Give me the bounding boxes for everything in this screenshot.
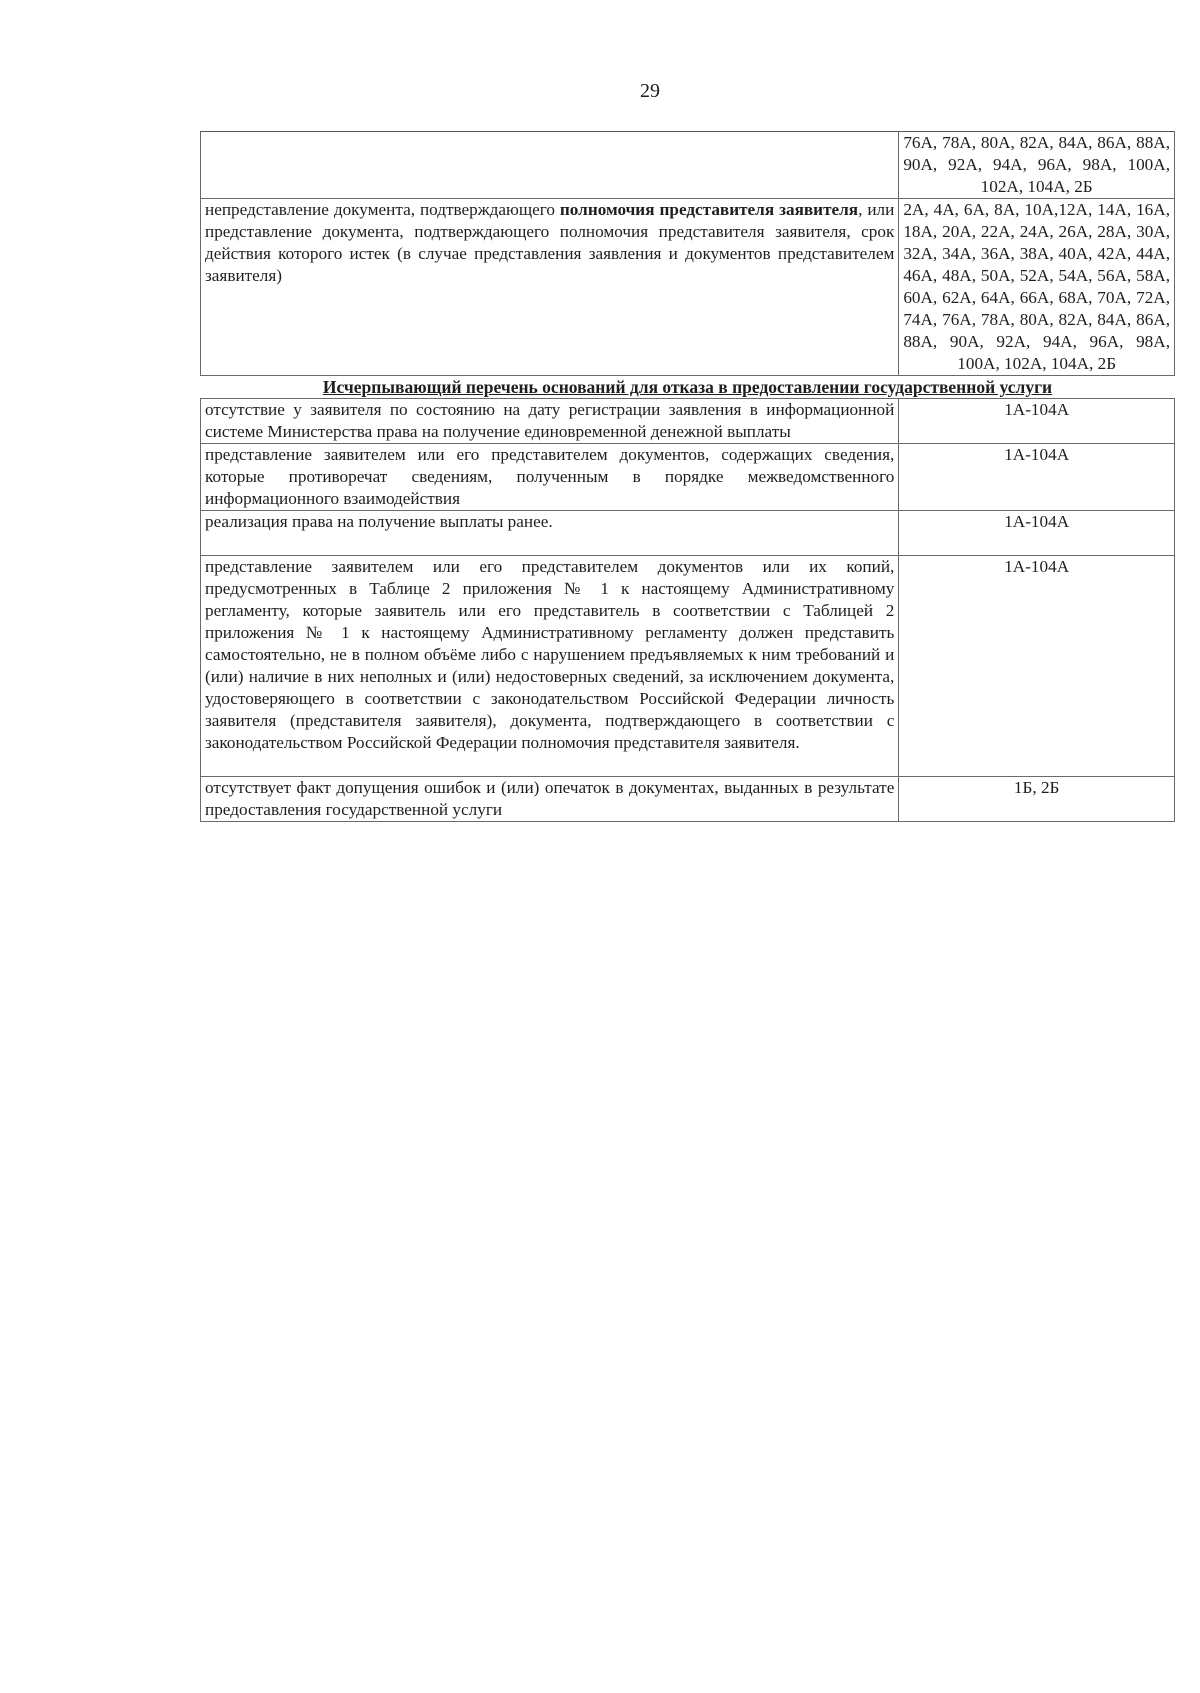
ground-description <box>201 199 899 376</box>
applicable-codes: 76А, 78А, 80А, 82А, 84А, 86А, 88А, 90А, 92А, 94А, 96А, 98А, 100А, 102А, 104А, 2Б <box>899 132 1175 199</box>
page-number: 29 <box>640 80 660 102</box>
applicable-codes: 1А-104А <box>899 511 1175 556</box>
ground-description: представление заявителем или его представителем документов или их копий, предусмотренных в Таблице 2 приложения № 1 к настоящему Административному регламенту, которые заявитель или его представитель в соответствии с Таблицей 2 приложения № 1 к настоящему Административному регламенту должен представить самостоятельно, не в полном объёме либо с нарушением предъявляемых к ним требований и (или) наличие в них неполных и (или) недостоверных сведений, за исключением документа, удостоверяющего в соответствии с законодательством Российской Федерации личность заявителя (представителя заявителя), документа, подтверждающего в соответствии с законодательством Российской Федерации полномочия представителя заявителя. <box>201 556 899 777</box>
applicable-codes: 1А-104А <box>899 399 1175 444</box>
applicable-codes: 2А, 4А, 6А, 8А, 10А,12А, 14А, 16А, 18А, 20А, 22А, 24А, 26А, 28А, 30А, 32А, 34А, 36А, 38А, 40А, 42А, 44А, 46А, 48А, 50А, 52А, 54А, 56А, 58А, 60А, 62А, 64А, 66А, 68А, 70А, 72А, 74А, 76А, 78А, 80А, 82А, 84А, 86А, 88А, 90А, 92А, 94А, 96А, 98А, 100А, 102А, 104А, 2Б <box>899 199 1175 376</box>
section-heading: Исчерпывающий перечень оснований для отказа в предоставлении государственной услуги <box>201 376 1175 399</box>
applicable-codes: 1А-104А <box>899 444 1175 511</box>
ground-text-start: непредставление документа, подтверждающего <box>205 200 560 219</box>
ground-description: реализация права на получение выплаты ранее. <box>201 511 899 556</box>
table-row <box>201 399 1175 444</box>
table-row <box>201 132 1175 199</box>
table-row <box>201 444 1175 511</box>
ground-text-end: , или представление документа, подтверждающего полномочия представителя заявителя, срок действия которого истек (в случае представления заявления и документов представителем заявителя) <box>205 200 895 285</box>
applicable-codes: 1Б, 2Б <box>899 777 1175 822</box>
applicable-codes: 1А-104А <box>899 556 1175 777</box>
ground-text-bold: полномочия представителя заявителя <box>559 200 859 219</box>
grounds-table <box>200 131 1175 822</box>
ground-description: представление заявителем или его представителем документов, содержащих сведения, которые противоречат сведениям, полученным в порядке межведомственного информационного взаимодействия <box>201 444 899 511</box>
table-row <box>201 199 1175 376</box>
table-row <box>201 556 1175 777</box>
ground-description <box>201 132 899 199</box>
table-row <box>201 511 1175 556</box>
section-heading-row <box>201 376 1175 399</box>
table-row <box>201 777 1175 822</box>
ground-description: отсутствие у заявителя по состоянию на дату регистрации заявления в информационной системе Министерства права на получение единовременной денежной выплаты <box>201 399 899 444</box>
ground-description: отсутствует факт допущения ошибок и (или) опечаток в документах, выданных в результате предоставления государственной услуги <box>201 777 899 822</box>
